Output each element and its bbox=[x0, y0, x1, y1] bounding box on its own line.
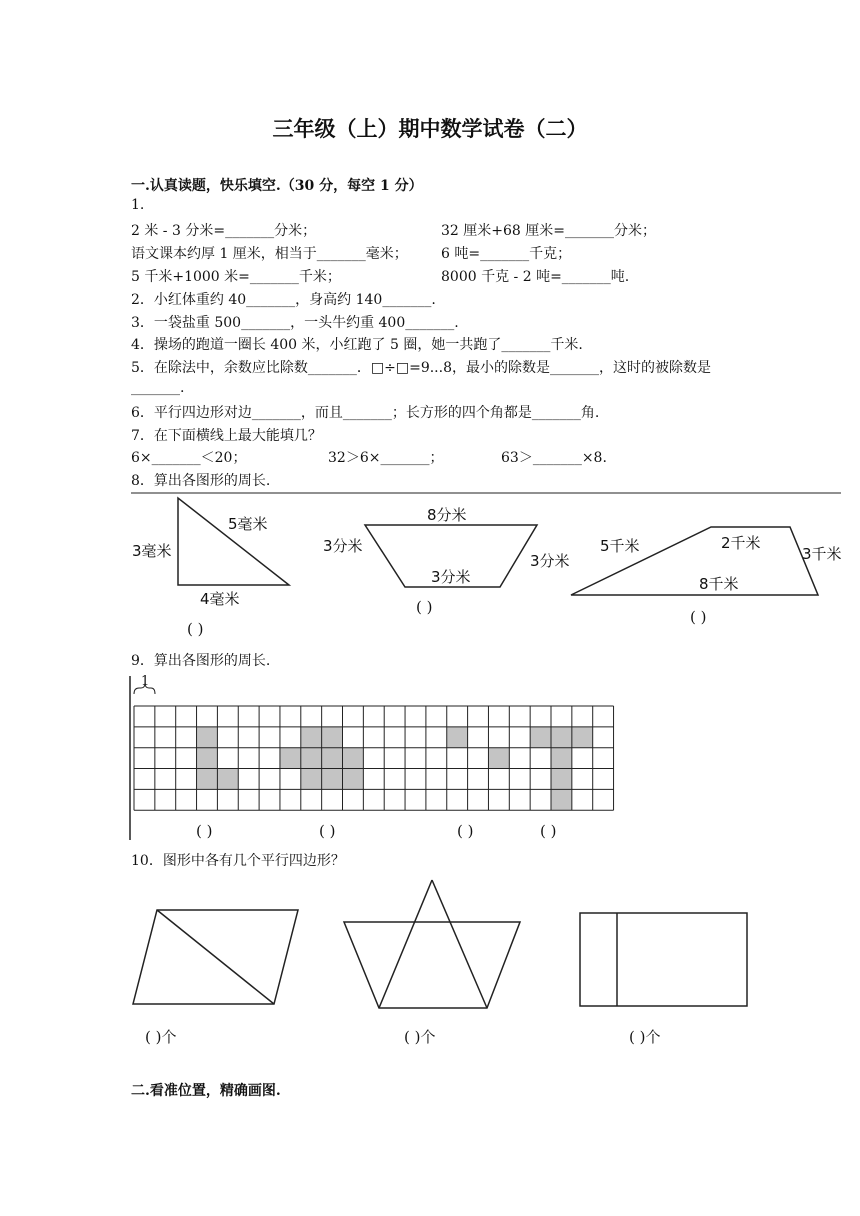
quad-top-label: 2千米 bbox=[721, 534, 761, 552]
quad-left-label: 5千米 bbox=[600, 537, 640, 555]
q7-item-3: 63＞_______×8. bbox=[501, 450, 607, 466]
q1-line3-left: 5 千米+1000 米=_______千米； bbox=[131, 269, 341, 285]
page-title: 三年级（上）期中数学试卷（二） bbox=[272, 116, 588, 141]
q7-item-1: 6×_______＜20； bbox=[131, 450, 247, 466]
q1-line3-right: 8000 千克 - 2 吨=_______吨. bbox=[441, 269, 630, 285]
unit-label: 1 bbox=[141, 674, 150, 689]
q1-number: 1. bbox=[131, 197, 145, 213]
triangle-right-side bbox=[432, 880, 487, 1008]
q7-text: 7．在下面横线上最大能填几？ bbox=[131, 428, 322, 444]
trapezoid-right-label: 3分米 bbox=[530, 552, 570, 570]
q8-text: 8．算出各图形的周长. bbox=[131, 473, 271, 489]
quad-answer: ( ) bbox=[690, 608, 707, 626]
section-1-heading: 一.认真读题，快乐填空.（30 分，每空 1 分） bbox=[131, 178, 423, 194]
trapezoid-left-label: 3分米 bbox=[323, 537, 363, 555]
triangle-hyp-label: 5毫米 bbox=[228, 515, 268, 533]
q9-answer-4: ( ) bbox=[540, 822, 557, 840]
q9-text: 9．算出各图形的周长. bbox=[131, 653, 271, 669]
q9-answer-1: ( ) bbox=[196, 822, 213, 840]
q10-answer-3: ( )个 bbox=[629, 1028, 661, 1046]
q1-line2-left: 语文课本约厚 1 厘米，相当于_______毫米； bbox=[131, 246, 408, 262]
parallelogram-diagonal bbox=[157, 910, 274, 1004]
triangle-left-label: 3毫米 bbox=[132, 542, 172, 560]
q1-line1-left: 2 米 - 3 分米=_______分米； bbox=[131, 223, 317, 239]
q10-text: 10．图形中各有几个平行四边形？ bbox=[131, 853, 345, 869]
quad-right-label: 3千米 bbox=[802, 545, 842, 563]
trapezoid-bottom-label: 3分米 bbox=[431, 568, 471, 586]
q2-text: 2．小红体重约 40_______，身高约 140_______. bbox=[131, 292, 436, 308]
triangle-bottom-label: 4毫米 bbox=[200, 590, 240, 608]
q6-text: 6．平行四边形对边_______，而且_______；长方形的四个角都是_______角. bbox=[131, 405, 600, 421]
q4-text: 4．操场的跑道一圈长 400 米，小红跑了 5 圈，她一共跑了_______千米. bbox=[131, 337, 583, 353]
q5-continuation: _______. bbox=[131, 380, 185, 396]
triangle-left-side bbox=[379, 880, 432, 1008]
q9-answer-2: ( ) bbox=[319, 822, 336, 840]
q1-line2-right: 6 吨=_______千克； bbox=[441, 246, 572, 262]
trapezoid-top-label: 8分米 bbox=[427, 506, 467, 524]
trapezoid-answer: ( ) bbox=[416, 598, 433, 616]
triangle-answer: ( ) bbox=[187, 620, 204, 638]
q7-item-2: 32＞6×_______； bbox=[328, 450, 444, 466]
q5-text: 5．在除法中，余数应比除数_______．□÷□=9...8，最小的除数是_______，这时的被除数是 bbox=[131, 360, 711, 376]
q9-answer-3: ( ) bbox=[457, 822, 474, 840]
rectangle-shape bbox=[580, 913, 747, 1006]
q1-line1-right: 32 厘米+68 厘米=_______分米； bbox=[441, 223, 656, 239]
quad-bottom-label: 8千米 bbox=[699, 575, 739, 593]
q10-answer-2: ( )个 bbox=[404, 1028, 436, 1046]
q10-answer-1: ( )个 bbox=[145, 1028, 177, 1046]
section-2-heading: 二.看准位置，精确画图. bbox=[131, 1083, 281, 1099]
q3-text: 3．一袋盐重 500_______，一头牛约重 400_______. bbox=[131, 315, 459, 331]
trapezoid-frame bbox=[344, 922, 520, 1008]
